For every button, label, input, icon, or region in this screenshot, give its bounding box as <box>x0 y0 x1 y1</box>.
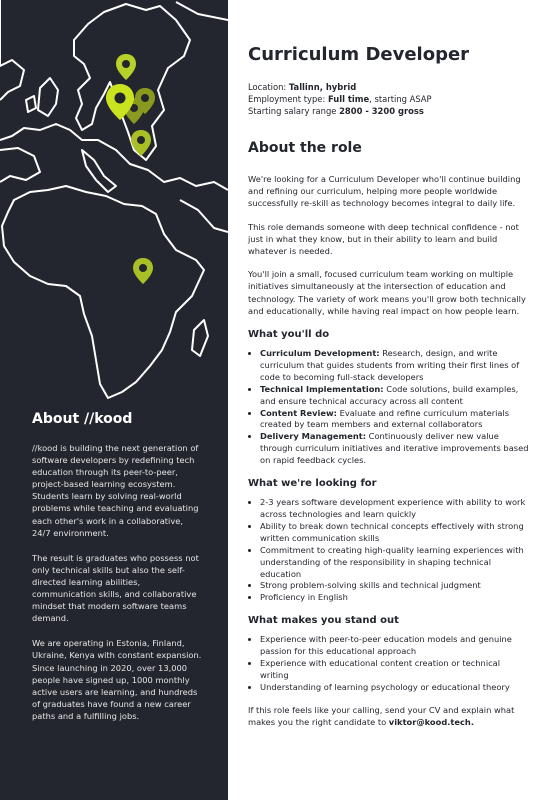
list-item: • Delivery Management: Continuously deliver new value through curriculum initiatives and iterative improvements based on rapid feedback cycles. <box>260 431 530 467</box>
about-kood-paragraph: We are operating in Estonia, Finland, Ukraine, Kenya with constant expansion. Since launching in 2020, over 13,000 people have signed up, 1000 monthly active users are learning, and hundreds of graduates have found a new career paths and a fulfilling jobs. <box>32 638 202 721</box>
about-role-heading: About the role <box>248 140 362 156</box>
list-item: • Understanding of learning psychology or educational theory <box>260 682 530 694</box>
about-kood-paragraph: //kood is building the next generation of software developers by redefining tech education through its peer-to-peer, project-based learning ecosystem. Students learn by solving real-world problems while teaching and evaluating each other's work in a collaborative, 24/7 environment. <box>32 443 199 538</box>
map-outline-africa <box>2 186 204 398</box>
stand-out-heading: What makes you stand out <box>248 615 399 627</box>
main-content <box>248 44 530 739</box>
about-kood-section <box>32 410 204 735</box>
map-outline-arabia <box>180 200 228 232</box>
employment-line <box>248 93 530 105</box>
list-item: • Experience with peer-to-peer education models and genuine passion for this educational approach <box>260 634 530 658</box>
closing-paragraph <box>248 704 530 728</box>
closing-text: If this role feels like your calling, send your CV and explain what makes you the right candidate to <box>248 704 515 727</box>
list-item: • 2-3 years software development experience with ability to work across technologies and learn quickly <box>260 497 530 521</box>
job-title: Curriculum Developer <box>248 44 470 65</box>
employment-value: Full time <box>327 94 370 104</box>
list-item: • Ability to break down technical concepts effectively with strong written communication skills <box>260 521 530 545</box>
list-item: • Strong problem-solving skills and technical judgment <box>260 580 530 592</box>
location-line <box>248 81 530 93</box>
map-pin-icon <box>131 130 151 156</box>
list-item: • Commitment to creating high-quality learning experiences with understanding of the responsibility in shaping technical education <box>260 545 530 581</box>
map-outline-italy <box>82 150 116 192</box>
salary-value: 2800 - 3200 gross <box>339 106 424 116</box>
list-item: • Technical Implementation: Code solutions, build examples, and ensure technical accuracy across all content <box>260 384 530 408</box>
job-meta <box>248 81 530 117</box>
about-role-paragraph: You'll join a small, focused curriculum team working on multiple initiatives simultaneously at the intersection of education and technology. The variety of work means you'll grow both technically and educationally, while having real impact on how people learn. <box>248 269 526 316</box>
looking-for-list <box>248 497 530 604</box>
employment-suffix: , starting ASAP <box>369 94 432 104</box>
map-pin-icon <box>133 258 153 284</box>
map-outline-ireland <box>26 96 36 112</box>
list-item: • Proficiency in English <box>260 592 530 604</box>
location-label: Location: <box>248 82 289 92</box>
world-map-illustration <box>0 0 228 400</box>
stand-out-list <box>248 634 530 694</box>
about-role-paragraph: This role demands someone with deep technical confidence - not just in what they know, but in their ability to learn and build whatever is needed. <box>248 221 519 257</box>
contact-email-link[interactable]: viktor@kood.tech. <box>388 716 474 727</box>
list-item: • Content Review: Evaluate and refine curriculum materials created by team members and external collaborators <box>260 408 530 432</box>
employment-label: Employment type: <box>248 94 328 104</box>
location-value: Tallinn, hybrid <box>288 82 357 92</box>
map-outline-madagascar <box>192 320 208 356</box>
map-outline-europe <box>0 0 24 100</box>
map-outline-russia <box>176 2 228 20</box>
sidebar <box>0 0 228 800</box>
about-kood-heading: About //kood <box>32 411 133 427</box>
what-you-do-list <box>248 348 530 467</box>
salary-label: Starting salary range <box>248 106 340 116</box>
map-outline-uk <box>38 78 58 116</box>
list-item: • Experience with educational content creation or technical writing <box>260 658 530 682</box>
map-outline-iberia <box>0 148 40 182</box>
looking-for-heading: What we're looking for <box>248 478 377 490</box>
about-role-paragraph: We're looking for a Curriculum Developer who'll continue building and refining our curriculum, helping more people worldwide successfully re-skill as technology becomes integral to daily life. <box>248 174 521 209</box>
what-you-do-heading: What you'll do <box>248 329 330 341</box>
salary-line <box>248 105 530 117</box>
about-kood-paragraph: The result is graduates who possess not only technical skills but also the self-directed learning abilities, communication skills, and collaborative mindset that modern software teams demand. <box>32 552 199 624</box>
map-pin-icon <box>116 54 136 80</box>
list-item: • Curriculum Development: Research, design, and write curriculum that guides students from writing their first lines of code to becoming full-stack developers <box>260 348 530 384</box>
